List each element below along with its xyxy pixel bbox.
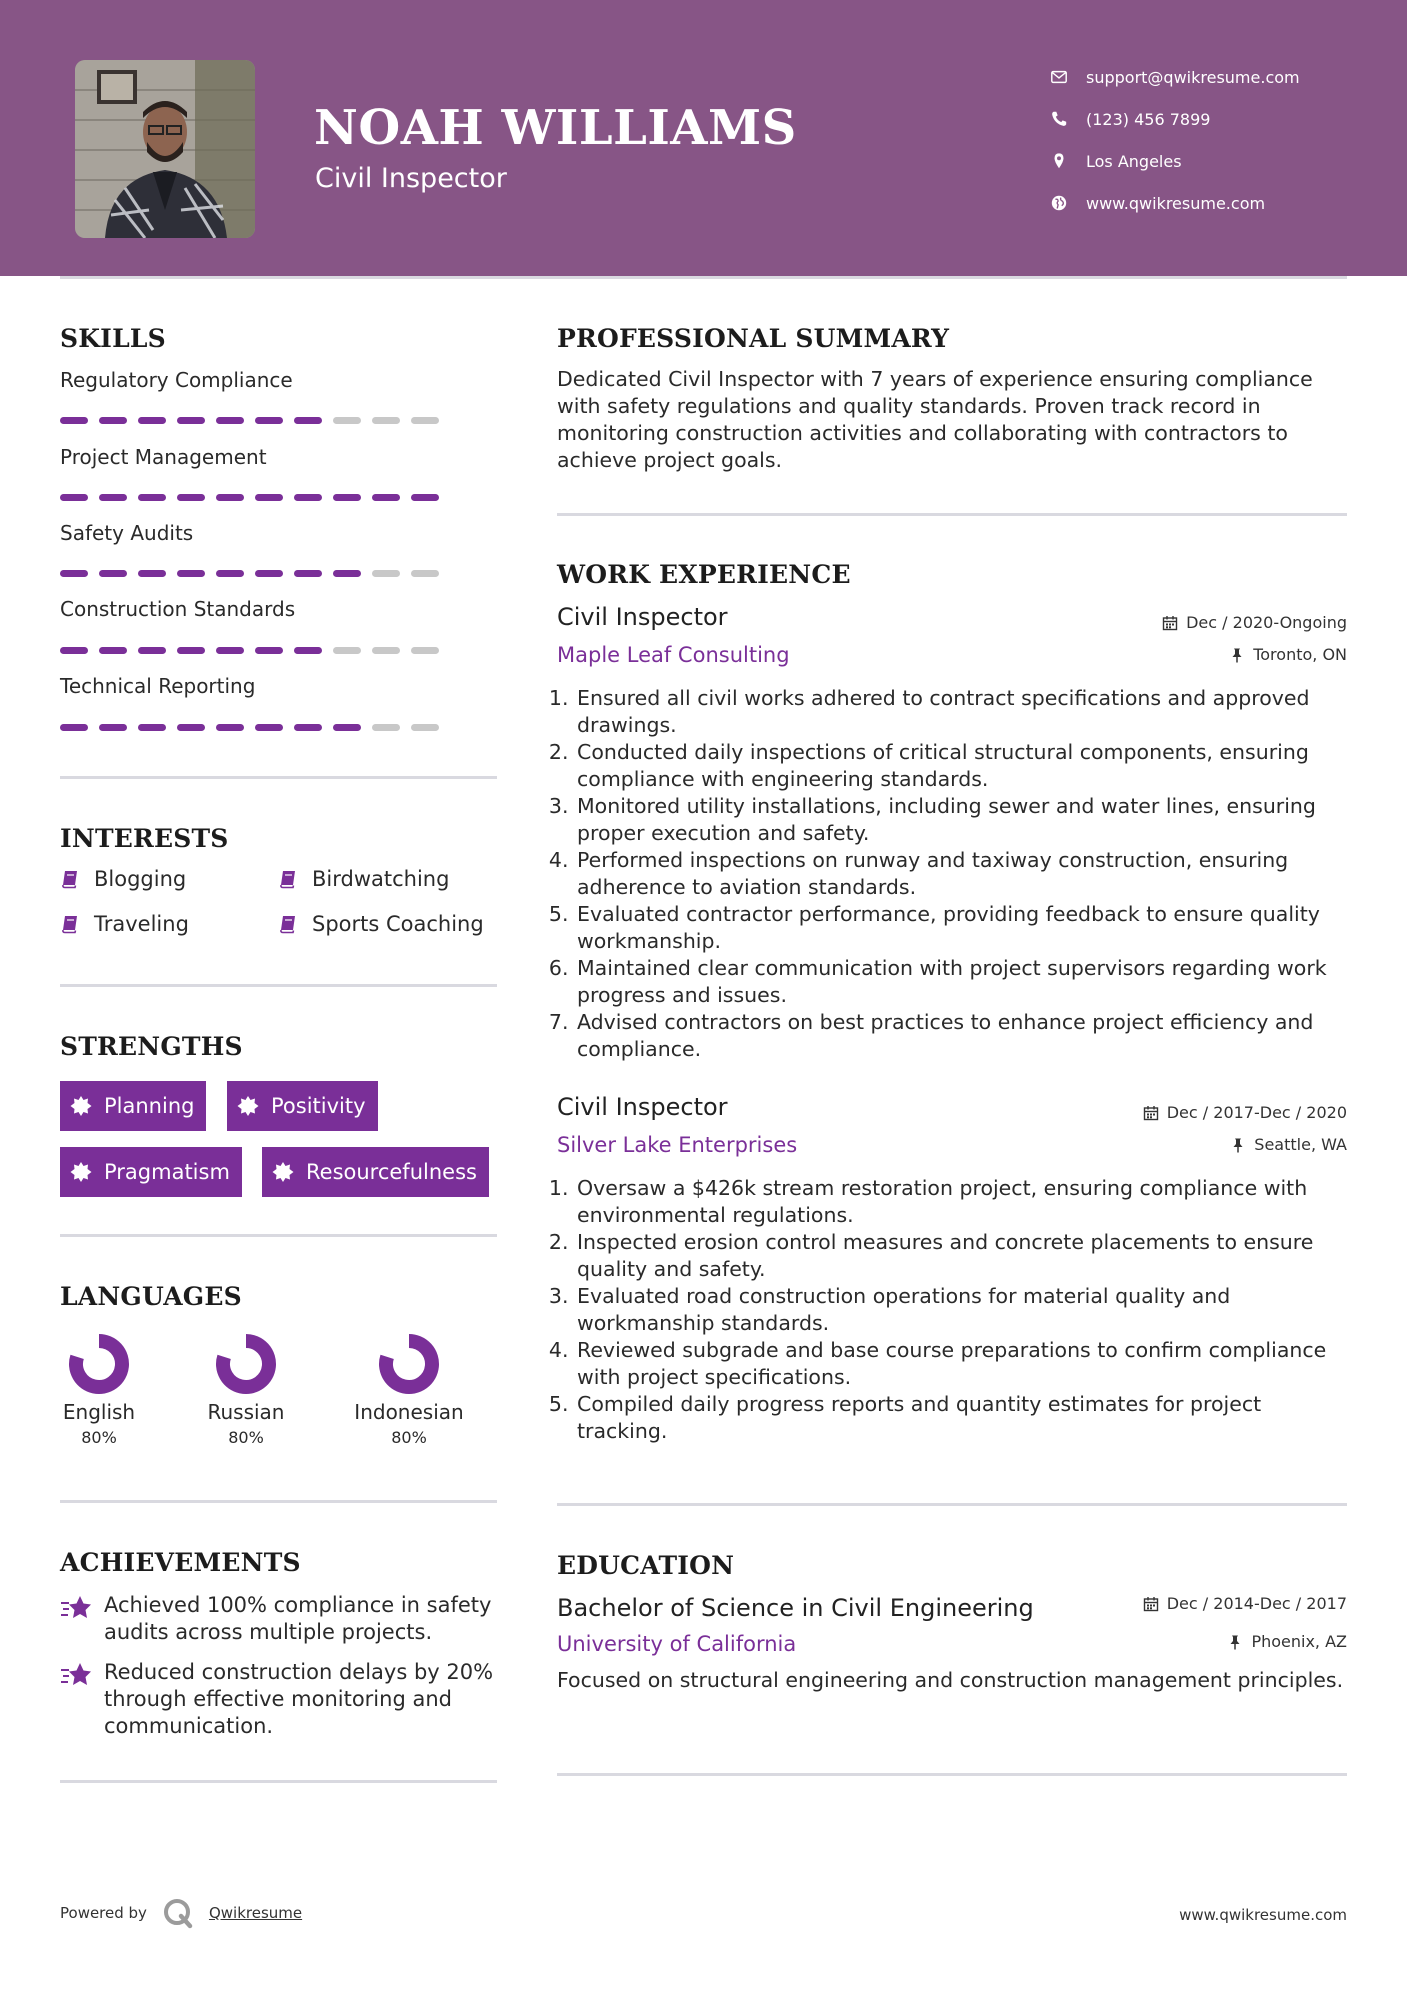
skill-dash-filled <box>138 494 166 501</box>
skill-label: Construction Standards <box>60 597 296 621</box>
strengths-title: STRENGTHS <box>60 1032 243 1061</box>
skill-dash-filled <box>255 647 283 654</box>
language-ring <box>214 1332 278 1396</box>
phone-icon <box>1050 110 1068 128</box>
skill-dash-filled <box>60 417 88 424</box>
contact-location <box>1050 140 1300 182</box>
skill-dash-filled <box>177 724 205 731</box>
skill-bar <box>60 494 439 501</box>
skills-title: SKILLS <box>60 324 166 353</box>
section-divider <box>60 1780 497 1783</box>
job-location <box>1229 645 1347 664</box>
skill-dash-filled <box>60 570 88 577</box>
skill-dash-filled <box>372 494 400 501</box>
skill-dash-filled <box>138 417 166 424</box>
skill-dash-filled <box>99 494 127 501</box>
section-divider <box>60 984 497 987</box>
pushpin-icon <box>1229 647 1245 663</box>
language-item <box>334 1332 484 1447</box>
candidate-name: NOAH WILLIAMS <box>314 100 797 156</box>
language-ring-arc <box>386 1341 432 1387</box>
qwikresume-link[interactable]: Qwikresume <box>208 1904 303 1922</box>
job-bullet: 4. Reviewed subgrade and base course preparations to confirm compliance with project specifications. <box>575 1337 1357 1391</box>
language-percent: 80% <box>391 1428 427 1447</box>
calendar-icon <box>1143 1105 1159 1121</box>
skill-bar <box>60 724 439 731</box>
skill-dash-empty <box>411 570 439 577</box>
job-title: Civil Inspector <box>557 603 728 631</box>
language-name: Indonesian <box>354 1400 464 1424</box>
book-icon <box>60 914 80 934</box>
skill-dash-filled <box>138 647 166 654</box>
skill-dash-filled <box>60 647 88 654</box>
job-bullet: 7. Advised contractors on best practices to enhance project efficiency and compliance. <box>575 1009 1357 1063</box>
experience-title: WORK EXPERIENCE <box>557 560 851 589</box>
summary-text: Dedicated Civil Inspector with 7 years of experience ensuring compliance with safety regulations and quality standards. Proven track record in monitoring construction activities and collaborating with contractors to achieve project goals. <box>557 367 1313 472</box>
education-location-text: Phoenix, AZ <box>1251 1632 1347 1651</box>
skill-dash-empty <box>333 417 361 424</box>
skill-label: Project Management <box>60 445 267 469</box>
interests-title: INTERESTS <box>60 824 229 853</box>
skill-dash-filled <box>99 724 127 731</box>
education-location <box>1227 1632 1347 1651</box>
skill-bar <box>60 647 439 654</box>
job-date <box>1143 1103 1347 1122</box>
resume-header <box>0 0 1407 276</box>
interest-label: Sports Coaching <box>312 912 484 936</box>
skill-dash-filled <box>294 647 322 654</box>
skill-dash-empty <box>372 570 400 577</box>
interest-item <box>60 867 186 891</box>
job-bullet: 1. Oversaw a $426k stream restoration project, ensuring compliance with environmental regulations. <box>575 1175 1357 1229</box>
skill-dash-filled <box>411 494 439 501</box>
job-bullets <box>557 685 1357 1063</box>
skill-dash-filled <box>255 494 283 501</box>
interest-item <box>278 867 449 891</box>
skill-dash-filled <box>333 724 361 731</box>
skill-dash-filled <box>99 647 127 654</box>
skill-dash-filled <box>60 494 88 501</box>
job-date-text: Dec / 2017-Dec / 2020 <box>1166 1103 1347 1122</box>
skill-dash-filled <box>294 724 322 731</box>
job-date-text: Dec / 2020-Ongoing <box>1186 613 1347 632</box>
job-bullet: 3. Evaluated road construction operations for material quality and workmanship standards. <box>575 1283 1357 1337</box>
language-ring-arc <box>223 1341 269 1387</box>
section-divider <box>60 1234 497 1237</box>
skill-dash-filled <box>255 570 283 577</box>
section-divider <box>60 776 497 779</box>
job-date <box>1162 613 1347 632</box>
skill-dash-filled <box>216 494 244 501</box>
skill-dash-filled <box>216 724 244 731</box>
contact-website-text: www.qwikresume.com <box>1086 193 1266 213</box>
skill-dash-filled <box>216 647 244 654</box>
skill-dash-empty <box>411 417 439 424</box>
job-location-text: Toronto, ON <box>1253 645 1347 664</box>
language-ring <box>377 1332 441 1396</box>
skill-dash-empty <box>333 647 361 654</box>
skill-dash-filled <box>294 570 322 577</box>
school-name: University of California <box>557 1632 797 1656</box>
skill-dash-filled <box>216 417 244 424</box>
badge-star-icon <box>237 1095 259 1117</box>
star-award-icon <box>60 1661 92 1689</box>
contact-email[interactable] <box>1050 56 1300 98</box>
skill-label: Technical Reporting <box>60 674 256 698</box>
education-description: Focused on structural engineering and construction management principles. <box>557 1668 1344 1692</box>
contact-phone-text: (123) 456 7899 <box>1086 109 1211 129</box>
job-bullet: 3. Monitored utility installations, including sewer and water lines, ensuring proper execution and safety. <box>575 793 1357 847</box>
job-bullet: 2. Conducted daily inspections of critical structural components, ensuring compliance with engineering standards. <box>575 739 1357 793</box>
job-bullet: 1. Ensured all civil works adhered to contract specifications and approved drawings. <box>575 685 1357 739</box>
qwikresume-logo-icon <box>161 1896 195 1930</box>
skill-dash-filled <box>294 417 322 424</box>
summary-title: PROFESSIONAL SUMMARY <box>557 324 950 353</box>
skill-dash-filled <box>333 570 361 577</box>
pushpin-icon <box>1227 1634 1243 1650</box>
education-date-text: Dec / 2014-Dec / 2017 <box>1166 1594 1347 1613</box>
section-divider <box>557 1503 1347 1506</box>
skill-dash-empty <box>411 724 439 731</box>
strength-label: Planning <box>104 1094 195 1118</box>
language-item <box>171 1332 321 1447</box>
skill-dash-empty <box>372 647 400 654</box>
strength-label: Positivity <box>271 1094 366 1118</box>
job-location <box>1230 1135 1347 1154</box>
calendar-icon <box>1162 615 1178 631</box>
job-title: Civil Inspector <box>557 1093 728 1121</box>
badge-star-icon <box>70 1161 92 1183</box>
contact-list <box>1050 56 1300 224</box>
footer-powered-by <box>60 1896 302 1930</box>
language-ring <box>67 1332 131 1396</box>
skill-dash-filled <box>177 417 205 424</box>
interest-item <box>278 912 484 936</box>
contact-email-text: support@qwikresume.com <box>1086 67 1300 87</box>
book-icon <box>278 914 298 934</box>
section-divider <box>557 513 1347 516</box>
company-name: Silver Lake Enterprises <box>557 1133 798 1157</box>
profile-photo <box>75 60 255 238</box>
education-title: EDUCATION <box>557 1551 735 1580</box>
achievement-item <box>60 1659 500 1740</box>
skill-label: Safety Audits <box>60 521 194 545</box>
education-date <box>1143 1594 1347 1613</box>
language-percent: 80% <box>228 1428 264 1447</box>
skill-dash-filled <box>177 647 205 654</box>
job-location-text: Seattle, WA <box>1254 1135 1347 1154</box>
language-name: Russian <box>207 1400 285 1424</box>
job-bullets <box>557 1175 1357 1445</box>
skill-dash-filled <box>255 417 283 424</box>
pushpin-icon <box>1230 1137 1246 1153</box>
job-bullet: 6. Maintained clear communication with project supervisors regarding work progress and issues. <box>575 955 1357 1009</box>
interest-label: Traveling <box>94 912 189 936</box>
contact-location-text: Los Angeles <box>1086 151 1182 171</box>
section-divider <box>557 1773 1347 1776</box>
badge-star-icon <box>272 1161 294 1183</box>
strength-badge <box>262 1147 489 1197</box>
interest-label: Blogging <box>94 867 187 891</box>
job-bullet: 5. Compiled daily progress reports and quantity estimates for project tracking. <box>575 1391 1357 1445</box>
achievement-text: Achieved 100% compliance in safety audits across multiple projects. <box>104 1593 492 1644</box>
skill-dash-filled <box>294 494 322 501</box>
skill-bar <box>60 570 439 577</box>
section-divider <box>60 1500 497 1503</box>
header-divider <box>60 276 1347 279</box>
book-icon <box>278 869 298 889</box>
skill-dash-filled <box>177 570 205 577</box>
contact-website[interactable] <box>1050 182 1300 224</box>
book-icon <box>60 869 80 889</box>
badge-star-icon <box>70 1095 92 1117</box>
map-pin-icon <box>1050 152 1068 170</box>
footer-website-link[interactable]: www.qwikresume.com <box>1179 1906 1347 1924</box>
skill-dash-filled <box>177 494 205 501</box>
skill-label: Regulatory Compliance <box>60 368 293 392</box>
candidate-role: Civil Inspector <box>315 163 507 194</box>
language-item <box>24 1332 174 1447</box>
achievement-item <box>60 1592 500 1646</box>
contact-phone[interactable] <box>1050 98 1300 140</box>
skill-dash-empty <box>372 724 400 731</box>
globe-icon <box>1050 194 1068 212</box>
achievements-title: ACHIEVEMENTS <box>60 1548 301 1577</box>
strength-label: Resourcefulness <box>306 1160 477 1184</box>
job-bullet: 4. Performed inspections on runway and taxiway construction, ensuring adherence to aviation standards. <box>575 847 1357 901</box>
job-bullet: 2. Inspected erosion control measures and concrete placements to ensure quality and safety. <box>575 1229 1357 1283</box>
language-ring-arc <box>76 1341 122 1387</box>
envelope-icon <box>1050 68 1068 86</box>
skill-bar <box>60 417 439 424</box>
degree-title: Bachelor of Science in Civil Engineering <box>557 1594 1034 1622</box>
skill-dash-filled <box>333 494 361 501</box>
interest-label: Birdwatching <box>312 867 450 891</box>
achievement-text: Reduced construction delays by 20% through effective monitoring and communication. <box>104 1660 494 1738</box>
skill-dash-filled <box>99 417 127 424</box>
skill-dash-filled <box>216 570 244 577</box>
strength-badge <box>60 1147 242 1197</box>
calendar-icon <box>1143 1596 1159 1612</box>
strength-badge <box>60 1081 206 1131</box>
skill-dash-empty <box>372 417 400 424</box>
languages-title: LANGUAGES <box>60 1282 242 1311</box>
language-name: English <box>62 1400 136 1424</box>
skill-dash-filled <box>138 570 166 577</box>
skill-dash-filled <box>60 724 88 731</box>
star-award-icon <box>60 1594 92 1622</box>
job-bullet: 5. Evaluated contractor performance, providing feedback to ensure quality workmanship. <box>575 901 1357 955</box>
skill-dash-filled <box>255 724 283 731</box>
skill-dash-filled <box>99 570 127 577</box>
strength-badge <box>227 1081 378 1131</box>
company-name: Maple Leaf Consulting <box>557 643 790 667</box>
skill-dash-filled <box>138 724 166 731</box>
powered-by-label: Powered by <box>60 1904 147 1922</box>
skill-dash-empty <box>411 647 439 654</box>
strength-label: Pragmatism <box>104 1160 230 1184</box>
language-percent: 80% <box>81 1428 117 1447</box>
interest-item <box>60 912 189 936</box>
